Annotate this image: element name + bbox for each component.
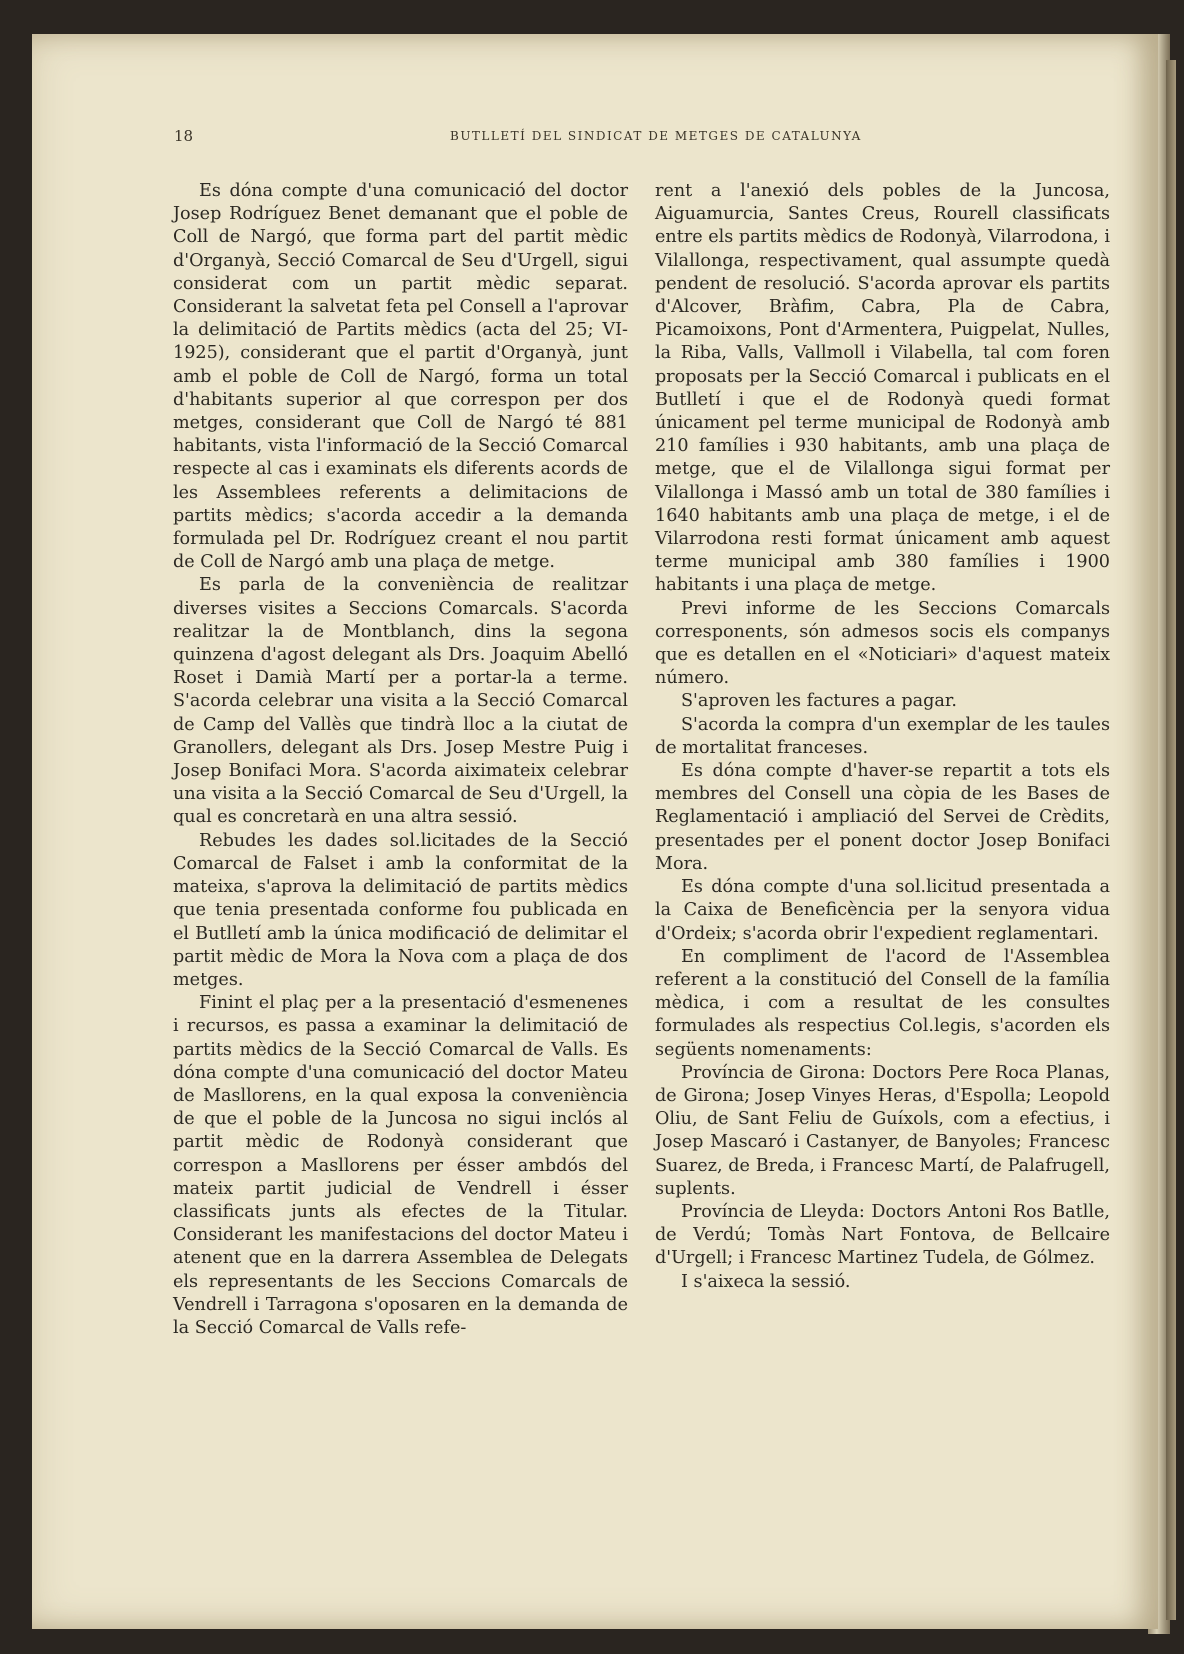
book-spine-edge	[1166, 60, 1176, 1620]
paragraph: Es parla de la conveniència de realitzar diverses visites a Seccions Comarcals. S'acorda realitzar la de Montblanch, dins la segona quinzena d'agost delegant als Drs. Joaquim Abelló Roset i Damià Martí per a portar-la a terme. S'acorda celebrar una visita a la Secció Comarcal de Camp del Vallès que tindrà lloc a la ciutat de Granollers, delegant als Drs. Josep Mestre Puig i Josep Bonifaci Mora. S'acorda aiximateix celebrar una visita a la Secció Comarcal de Seu d'Urgell, la qual es concretarà en una altra sessió.	[173, 575, 628, 828]
paragraph: S'aproven les factures a pagar.	[681, 691, 957, 712]
paragraph-continuation: rent a l'anexió dels pobles de la Juncosa, Aiguamurcia, Santes Creus, Rourell classificats entre els partits mèdics de Rodonyà, Vilarrodona, i Vilallonga, respectivament, qual assumpte quedà pendent de resolució. S'acorda aprovar els partits d'Alcover, Bràfim, Cabra, Pla de Cabra, Picamoixons, Pont d'Armentera, Puigpelat, Nulles, la Riba, Valls, Vallmoll i Vilabella, tal com foren proposats per la Secció Comarcal i publicats en el Butlletí i que el de Rodonyà quedi format únicament pel terme municipal de Rodonyà amb 210 famílies i 930 habitants, amb una plaça de metge, que el de Vilallonga sigui format per Vilallonga i Massó amb un total de 380 famílies i 1640 habitants amb una plaça de metge, i el de Vilarrodona resti format únicament amb aquest terme municipal amb 380 famílies i 1900 habitants i una plaça de metge.	[655, 181, 1110, 596]
paragraph: Província de Girona: Doctors Pere Roca Planas, de Girona; Josep Vinyes Heras, d'Espolla; Leopold Oliu, de Sant Feliu de Guíxols, com a efectius, i Josep Mascaró i Castanyer, de Banyoles; Francesc Suarez, de Breda, i Francesc Martí, de Palafrugell, suplents.	[655, 1062, 1110, 1199]
paragraph: I s'aixeca la sessió.	[681, 1271, 851, 1292]
right-column	[655, 180, 1110, 1294]
paragraph: Es dóna compte d'haver-se repartit a tots els membres del Consell una còpia de les Bases de Reglamentació i ampliació del Servei de Crèdits, presentades per el ponent doctor Josep Bonifaci Mora.	[655, 761, 1110, 874]
page-header	[170, 127, 1020, 147]
paragraph: Previ informe de les Seccions Comarcals corresponents, són admesos socis els companys que es detallen en el «Noticiari» d'aquest mateix número.	[655, 598, 1110, 689]
paragraph: Rebudes les dades sol.licitades de la Secció Comarcal de Falset i amb la conformitat de la mateixa, s'aprova la delimitació de partits mèdics que tenia presentada conforme fou publicada en el Butlletí amb la única modificació de delimitar el partit mèdic de Mora la Nova com a plaça de dos metges.	[173, 830, 628, 990]
paragraph: Es dóna compte d'una comunicació del doctor Josep Rodríguez Benet demanant que el poble de Coll de Nargó, que forma part del partit mèdic d'Organyà, Secció Comarcal de Seu d'Urgell, sigui considerat com un partit mèdic separat. Considerant la salvetat feta pel Consell a l'aprovar la delimitació de Partits mèdics (acta del 25; VI-1925), considerant que el partit d'Organyà, junt amb el poble de Coll de Nargó, forma un total d'habitants superior al que correspon per dos metges, considerant que Coll de Nargó té 881 habitants, vista l'informació de la Secció Comarcal respecte al cas i examinats els diferents acords de les Assemblees referents a delimitacions de partits mèdics; s'acorda accedir a la demanda formulada pel Dr. Rodríguez creant el nou partit de Coll de Nargó amb una plaça de metge.	[173, 181, 628, 573]
paragraph: Es dóna compte d'una sol.licitud presentada a la Caixa de Beneficència per la senyora vidua d'Ordeix; s'acorda obrir l'expedient reglamentari.	[655, 877, 1110, 944]
running-title: BUTLLETÍ DEL SINDICAT DE METGES DE CATALUNYA	[450, 129, 862, 143]
paragraph: Finint el plaç per a la presentació d'esmenenes i recursos, es passa a examinar la delimitació de partits mèdics de la Secció Comarcal de Valls. Es dóna compte d'una comunicació del doctor Mateu de Masllorens, en la qual exposa la conveniència de que el poble de la Juncosa no sigui inclós al partit mèdic de Rodonyà considerant que correspon a Masllorens per ésser ambdós del mateix partit judicial de Vendrell i ésser classificats junts als efectes de la Titular. Considerant les manifestacions del doctor Mateu i atenent que en la darrera Assemblea de Delegats els representants de les Seccions Comarcals de Vendrell i Tarragona s'oposaren en la demanda de la Secció Comarcal de Valls refe-	[173, 993, 628, 1338]
paragraph: S'acorda la compra d'un exemplar de les taules de mortalitat franceses.	[655, 714, 1110, 758]
paragraph: En compliment de l'acord de l'Assemblea referent a la constitució del Consell de la família mèdica, i com a resultat de les consultes formulades als respectius Col.legis, s'acorden els següents nomenaments:	[655, 946, 1110, 1060]
paragraph: Província de Lleyda: Doctors Antoni Ros Batlle, de Verdú; Tomàs Nart Fontova, de Bellcaire d'Urgell; i Francesc Martinez Tudela, de Gólmez.	[655, 1201, 1110, 1269]
page-number: 18	[174, 127, 194, 145]
left-column	[173, 180, 628, 1340]
